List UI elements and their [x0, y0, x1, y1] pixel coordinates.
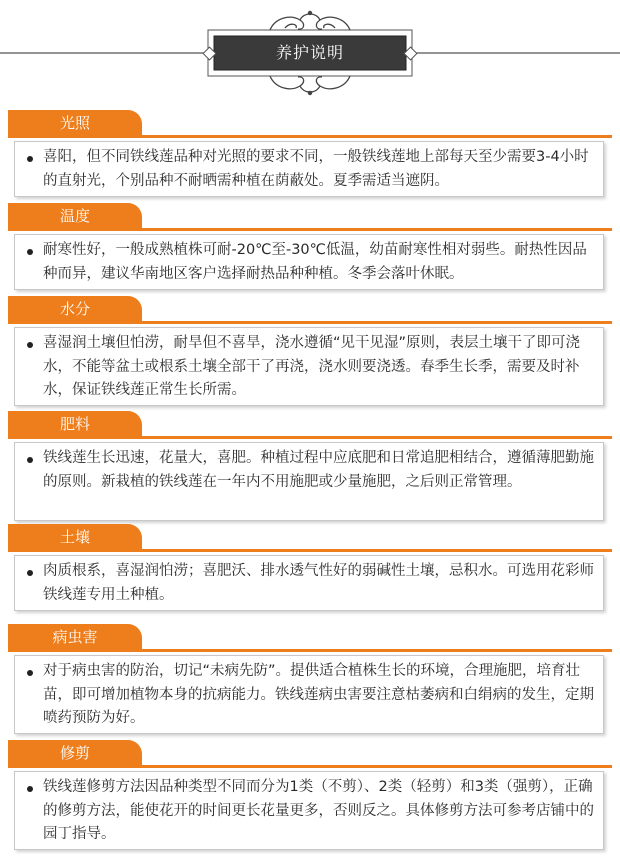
bullet-icon	[27, 570, 33, 576]
section-body	[14, 771, 604, 850]
section-title: 肥料	[59, 415, 90, 433]
section-title: 病虫害	[52, 628, 98, 646]
bullet-icon	[27, 342, 33, 348]
section-body	[14, 442, 604, 521]
section-divider	[8, 549, 612, 552]
section-divider	[8, 765, 612, 768]
section-text: 对于病虫害的防治，切记“未病先防”。提供适合植株生长的环境，合理施肥，培育壮苗，即可增加植物本身的抗病能力。铁线莲病虫害要注意枯萎病和白绢病的发生，定期喷药预防为好。	[43, 663, 594, 726]
bullet-icon	[27, 786, 33, 792]
section-title: 土壤	[59, 528, 90, 546]
section-divider	[8, 649, 612, 652]
section-title: 修剪	[59, 744, 90, 762]
bullet-icon	[27, 249, 33, 255]
section-text: 喜湿润土壤但怕涝，耐旱但不喜旱，浇水遵循“见干见湿”原则，表层土壤干了即可浇水，不能等盆土或根系土壤全部干了再浇，浇水则要浇透。春季生长季，需要及时补水，保证铁线莲正常生长所需。	[43, 335, 581, 398]
section-text: 喜阳，但不同铁线莲品种对光照的要求不同，一般铁线莲地上部每天至少需要3-4小时的直射光，个别品种不耐晒需种植在荫蔽处。夏季需适当遮阴。	[43, 149, 589, 189]
bullet-icon	[27, 457, 33, 463]
section-body	[14, 555, 604, 611]
section-title: 水分	[59, 300, 90, 318]
section-text: 耐寒性好，一般成熟植株可耐-20℃至-30℃低温，幼苗耐寒性相对弱些。耐热性因品种而异，建议华南地区客户选择耐热品种种植。冬季会落叶休眠。	[43, 242, 587, 282]
section-title: 温度	[59, 207, 90, 225]
section-body	[14, 655, 604, 734]
section-text: 肉质根系，喜湿润怕涝；喜肥沃、排水透气性好的弱碱性土壤，忌积水。可选用花彩师铁线莲专用土种植。	[43, 563, 594, 603]
header-banner	[0, 0, 620, 100]
section-body	[14, 327, 604, 406]
section-title: 光照	[59, 114, 90, 132]
section-text: 铁线莲修剪方法因品种类型不同而分为1类（不剪）、2类（轻剪）和3类（强剪），正确的修剪方法，能使花开的时间更长花量更多，否则反之。具体修剪方法可参考店铺中的园丁指导。	[43, 779, 594, 842]
section-divider	[8, 321, 612, 324]
section-divider	[8, 436, 612, 439]
bullet-icon	[27, 670, 33, 676]
bullet-icon	[27, 156, 33, 162]
section-body	[14, 234, 604, 290]
section-text: 铁线莲生长迅速，花量大，喜肥。种植过程中应底肥和日常追肥相结合，遵循薄肥勤施的原则。新栽植的铁线莲在一年内不用施肥或少量施肥，之后则正常管理。	[43, 450, 594, 490]
section-divider	[8, 135, 612, 138]
page-title: 养护说明	[275, 43, 344, 62]
section-body	[14, 141, 604, 197]
section-divider	[8, 228, 612, 231]
